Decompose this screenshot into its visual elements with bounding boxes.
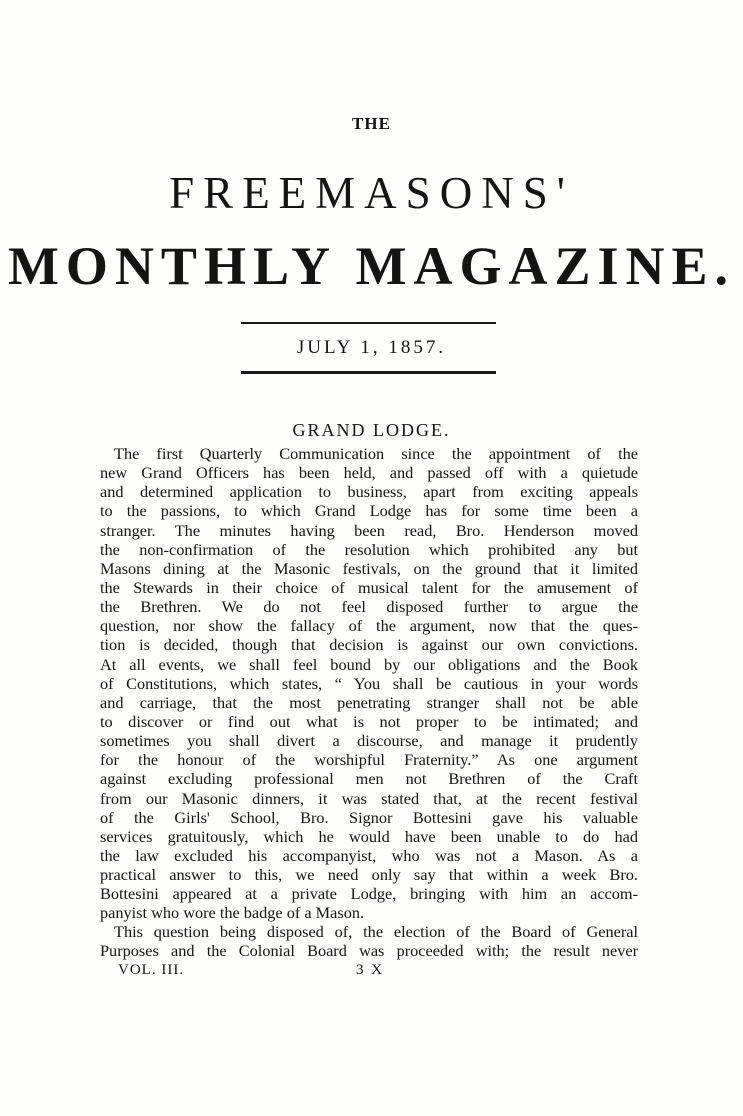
masthead-title-monthly-magazine: MONTHLY MAGAZINE. — [7, 236, 736, 296]
text-line: The first Quarterly Communication since the appointment of the — [114, 444, 638, 463]
text-line: the law excluded his accompanyist, who was not a Mason. As a — [100, 845, 638, 865]
text-line: against excluding professional men not Brethren of the Craft — [100, 769, 638, 789]
text-line: panyist who wore the badge of a Mason. — [100, 903, 365, 923]
text-line: This question being disposed of, the election of the Board of General — [114, 922, 638, 941]
signature-mark: 3 X — [356, 962, 385, 978]
text-line: Masons dining at the Masonic festivals, on the ground that it limited — [100, 558, 638, 578]
text-line: of the Girls' School, Bro. Signor Bottesini gave his valuable — [100, 807, 638, 827]
masthead-title-freemasons: FREEMASONS' — [169, 168, 574, 218]
text-line: Bottesini appeared at a private Lodge, bringing with him an accom- — [100, 884, 638, 904]
text-line: sometimes you shall divert a discourse, and manage it prudently — [100, 731, 638, 751]
text-line: new Grand Officers has been held, and passed off with a quietude — [100, 463, 638, 483]
text-line: the Stewards in their choice of musical talent for the amusement of — [100, 577, 638, 597]
text-line: the Brethren. We do not feel disposed further to argue the — [100, 597, 638, 617]
text-line: of Constitutions, which states, “ You shall be cautious in your words — [100, 673, 638, 693]
bottom-rule-divider — [241, 371, 496, 374]
issue-date: JULY 1, 1857. — [296, 337, 447, 358]
masthead-the: THE — [352, 114, 391, 133]
article-heading: GRAND LODGE. — [292, 420, 451, 440]
text-line: from our Masonic dinners, it was stated that, at the recent festival — [100, 788, 638, 808]
text-line: to discover or find out what is not proper to be intimated; and — [100, 711, 638, 731]
text-line: the non-confirmation of the resolution which prohibited any but — [100, 539, 638, 559]
text-line: stranger. The minutes having been read, Bro. Henderson moved — [100, 520, 638, 540]
top-rule-divider — [241, 322, 496, 324]
text-line: for the honour of the worshipful Fraternity.” As one argument — [100, 750, 638, 770]
text-line: to the passions, to which Grand Lodge has for some time been a — [100, 501, 638, 521]
text-line: and determined application to business, apart from exciting appeals — [100, 482, 638, 502]
text-line: Purposes and the Colonial Board was proceeded with; the result never — [100, 941, 638, 961]
text-line: services gratuitously, which he would have been unable to do had — [100, 826, 638, 846]
text-line: At all events, we shall feel bound by our obligations and the Book — [100, 654, 638, 674]
article-paragraph-1 — [100, 444, 638, 923]
text-line: tion is decided, though that decision is against our own convictions. — [100, 635, 638, 655]
text-line: question, nor show the fallacy of the argument, now that the ques- — [100, 616, 638, 636]
text-line: practical answer to this, we need only say that within a week Bro. — [100, 865, 638, 885]
article-paragraph-2 — [100, 922, 638, 960]
text-line: and carriage, that the most penetrating stranger shall not be able — [100, 692, 638, 712]
volume-number: VOL. III. — [118, 962, 185, 978]
